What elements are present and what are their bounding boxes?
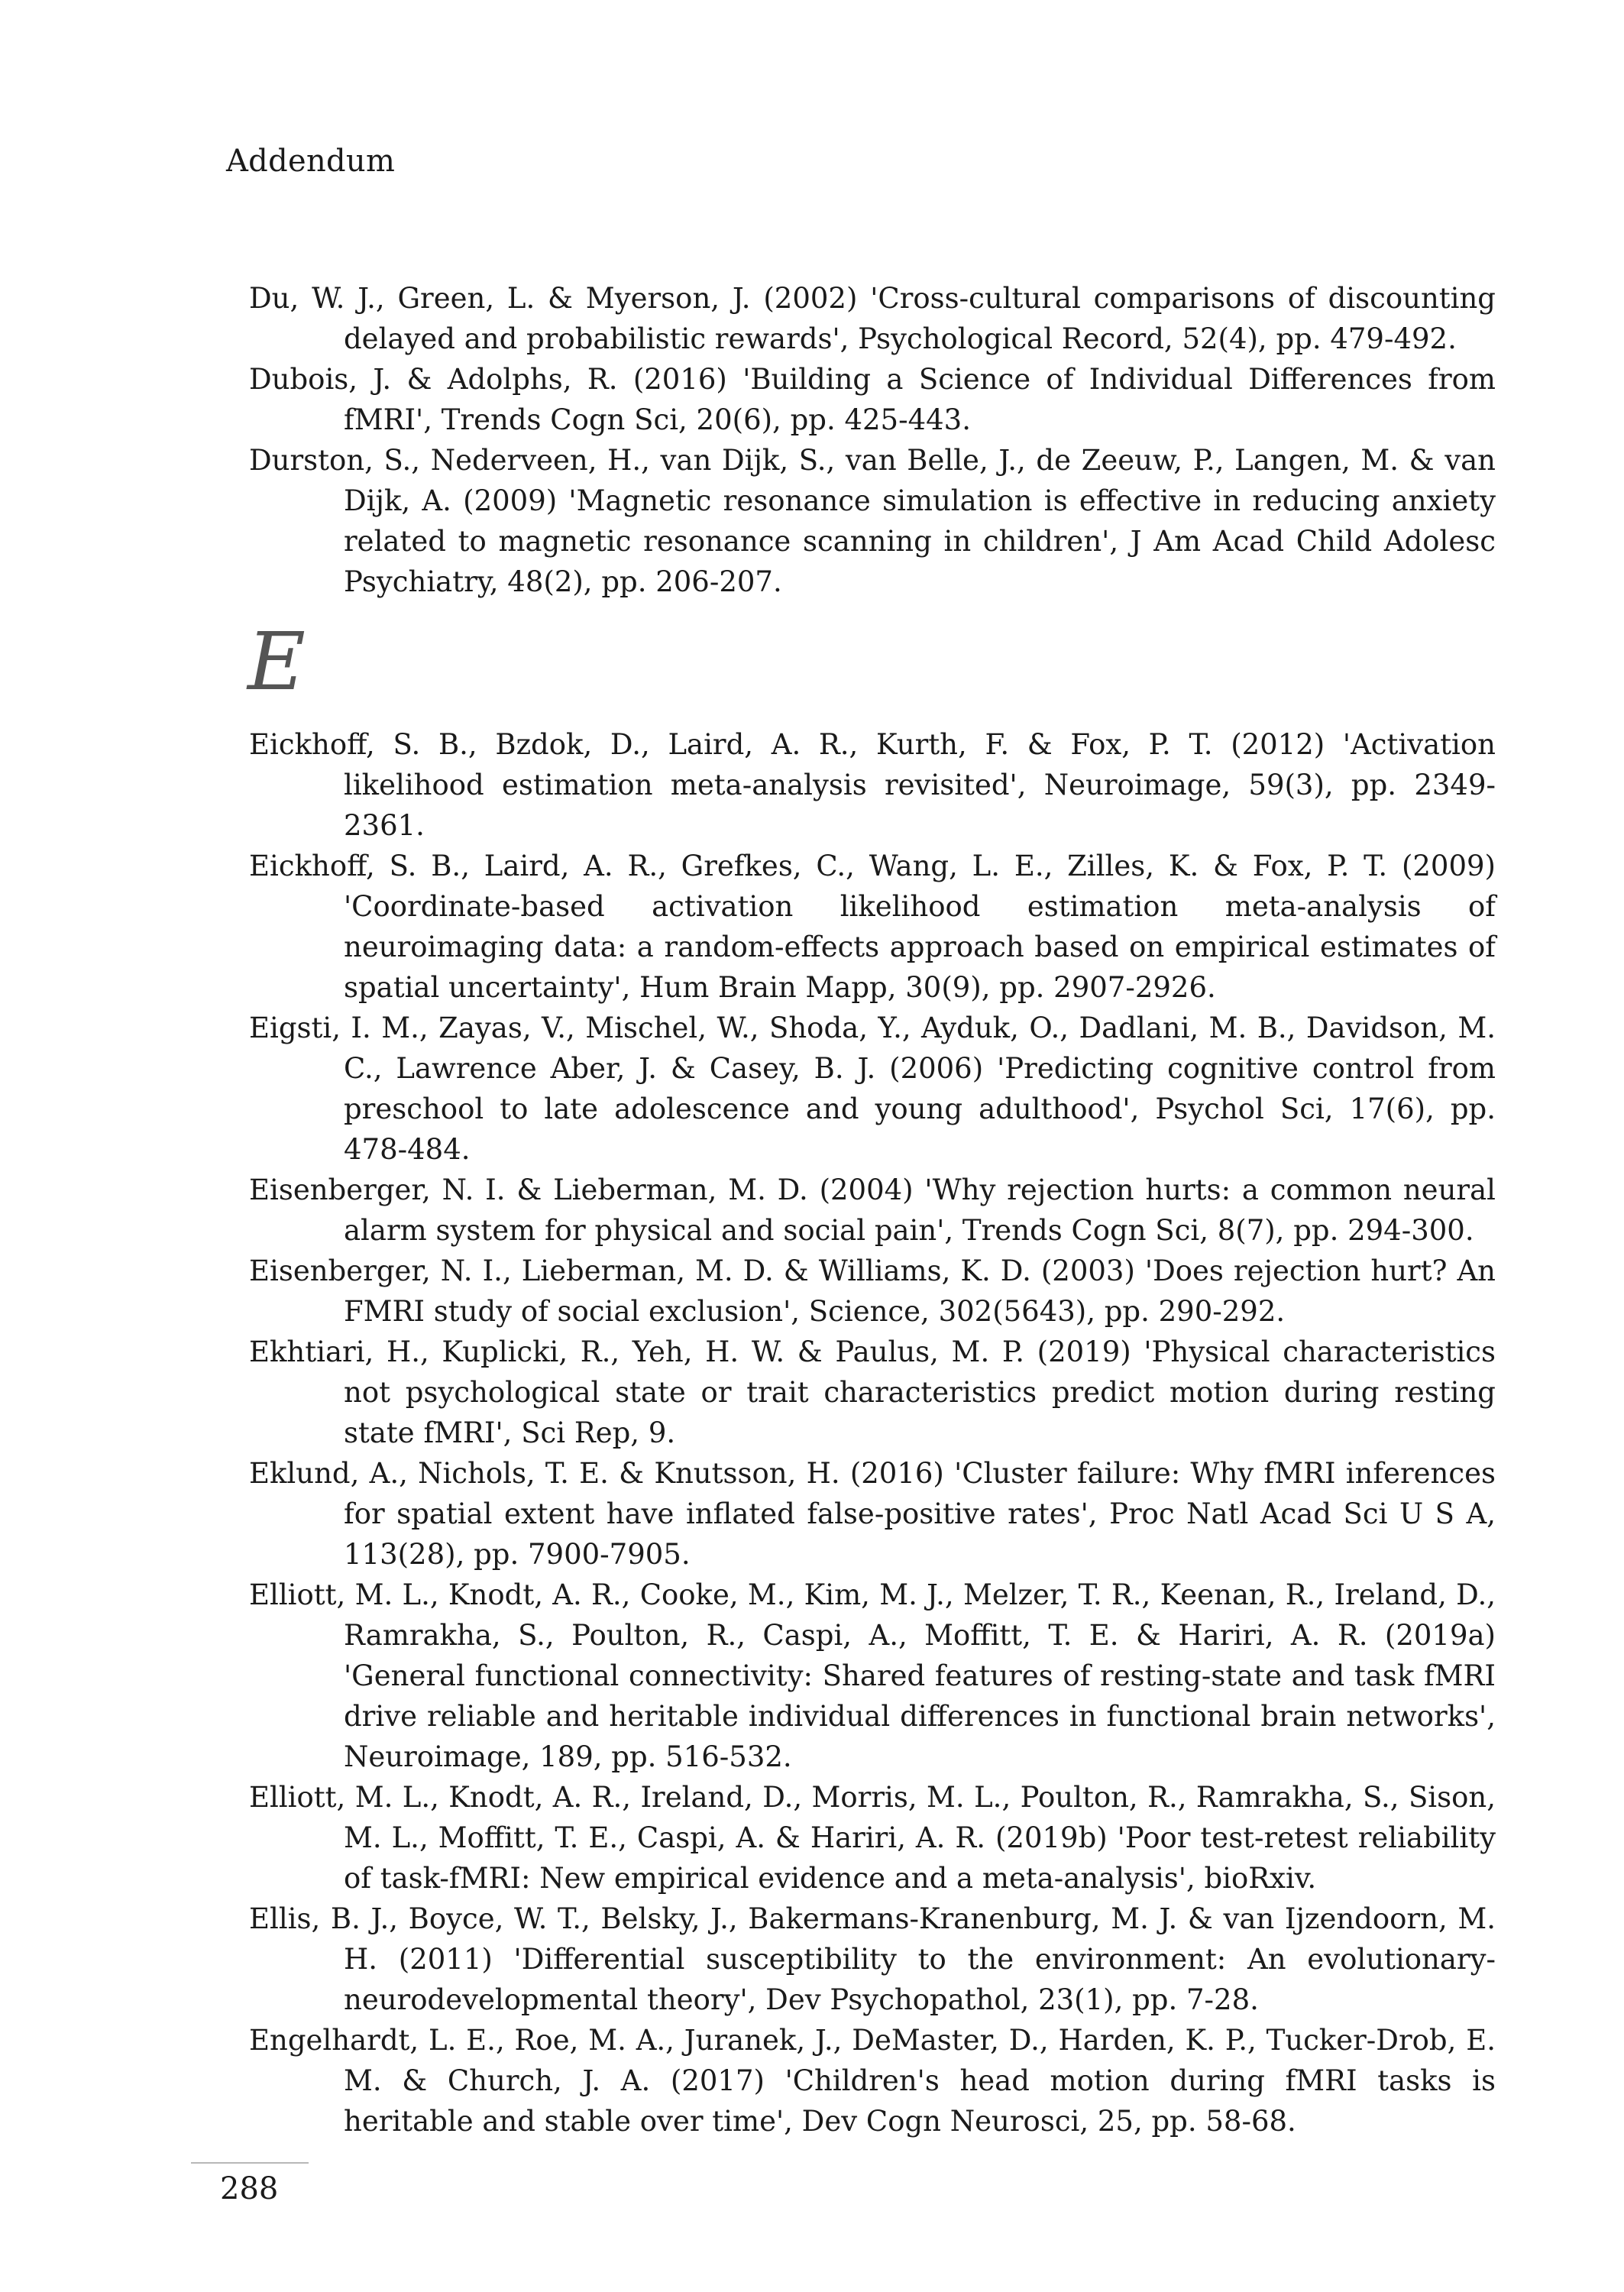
reference-entry: Elliott, M. L., Knodt, A. R., Ireland, D., Morris, M. L., Poulton, R., Ramrakha, S., Sison, M. L., Moffitt, T. E., Caspi, A. & Hariri, A. R. (2019b) 'Poor test-retest reliability of task-fMRI: New empirical evidence and a meta-analysis', bioRxiv.	[249, 1781, 1496, 1895]
reference-entry: Eickhoff, S. B., Laird, A. R., Grefkes, C., Wang, L. E., Zilles, K. & Fox, P. T. (2009) 'Coordinate-based activation likelihood estimation meta-analysis of neuroimaging data: a random-effects approach based on empirical estimates of spatial uncertainty', Hum Brain Mapp, 30(9), pp. 2907-2926.	[249, 850, 1496, 1004]
reference-list	[249, 278, 1496, 2141]
reference-entry: Eklund, A., Nichols, T. E. & Knutsson, H. (2016) 'Cluster failure: Why fMRI inferences for spatial extent have inflated false-positive rates', Proc Natl Acad Sci U S A, 113(28), pp. 7900-7905.	[249, 1457, 1496, 1571]
reference-entry: Ellis, B. J., Boyce, W. T., Belsky, J., Bakermans-Kranenburg, M. J. & van Ijzendoorn, M. H. (2011) 'Differential susceptibility to the environment: An evolutionary-neurodevelopmental theory', Dev Psychopathol, 23(1), pp. 7-28.	[249, 1902, 1496, 2016]
reference-entry: Eickhoff, S. B., Bzdok, D., Laird, A. R., Kurth, F. & Fox, P. T. (2012) 'Activation likelihood estimation meta-analysis revisited', Neuroimage, 59(3), pp. 2349-2361.	[249, 728, 1496, 842]
reference-entry: Dubois, J. & Adolphs, R. (2016) 'Building a Science of Individual Differences from fMRI', Trends Cogn Sci, 20(6), pp. 425-443.	[249, 363, 1496, 436]
reference-entry: Eisenberger, N. I., Lieberman, M. D. & Williams, K. D. (2003) 'Does rejection hurt? An FMRI study of social exclusion', Science, 302(5643), pp. 290-292.	[249, 1254, 1496, 1328]
reference-entry: Elliott, M. L., Knodt, A. R., Cooke, M., Kim, M. J., Melzer, T. R., Keenan, R., Ireland, D., Ramrakha, S., Poulton, R., Caspi, A., Moffitt, T. E. & Hariri, A. R. (2019a) 'General functional connectivity: Shared features of resting-state and task fMRI drive reliable and heritable individual differences in functional brain networks', Neuroimage, 189, pp. 516-532.	[249, 1578, 1496, 1773]
footer-divider	[191, 2162, 309, 2164]
section-letter-heading: E	[247, 615, 306, 708]
reference-entry: Eigsti, I. M., Zayas, V., Mischel, W., Shoda, Y., Ayduk, O., Dadlani, M. B., Davidson, M. C., Lawrence Aber, J. & Casey, B. J. (2006) 'Predicting cognitive control from preschool to late adolescence and young adulthood', Psychol Sci, 17(6), pp. 478-484.	[249, 1012, 1496, 1166]
reference-entry: Engelhardt, L. E., Roe, M. A., Juranek, J., DeMaster, D., Harden, K. P., Tucker-Drob, E. M. & Church, J. A. (2017) 'Children's head motion during fMRI tasks is heritable and stable over time', Dev Cogn Neurosci, 25, pp. 58-68.	[249, 2024, 1496, 2138]
reference-entry: Durston, S., Nederveen, H., van Dijk, S., van Belle, J., de Zeeuw, P., Langen, M. & van Dijk, A. (2009) 'Magnetic resonance simulation is effective in reducing anxiety related to magnetic resonance scanning in children', J Am Acad Child Adolesc Psychiatry, 48(2), pp. 206-207.	[249, 444, 1496, 598]
reference-entry: Du, W. J., Green, L. & Myerson, J. (2002) 'Cross-cultural comparisons of discounting delayed and probabilistic rewards', Psychological Record, 52(4), pp. 479-492.	[249, 282, 1496, 355]
running-header: Addendum	[226, 144, 396, 179]
page-number: 288	[220, 2171, 279, 2206]
reference-entry: Eisenberger, N. I. & Lieberman, M. D. (2004) 'Why rejection hurts: a common neural alarm system for physical and social pain', Trends Cogn Sci, 8(7), pp. 294-300.	[249, 1174, 1496, 1247]
reference-entry: Ekhtiari, H., Kuplicki, R., Yeh, H. W. & Paulus, M. P. (2019) 'Physical characteristics not psychological state or trait characteristics predict motion during resting state fMRI', Sci Rep, 9.	[249, 1335, 1496, 1449]
